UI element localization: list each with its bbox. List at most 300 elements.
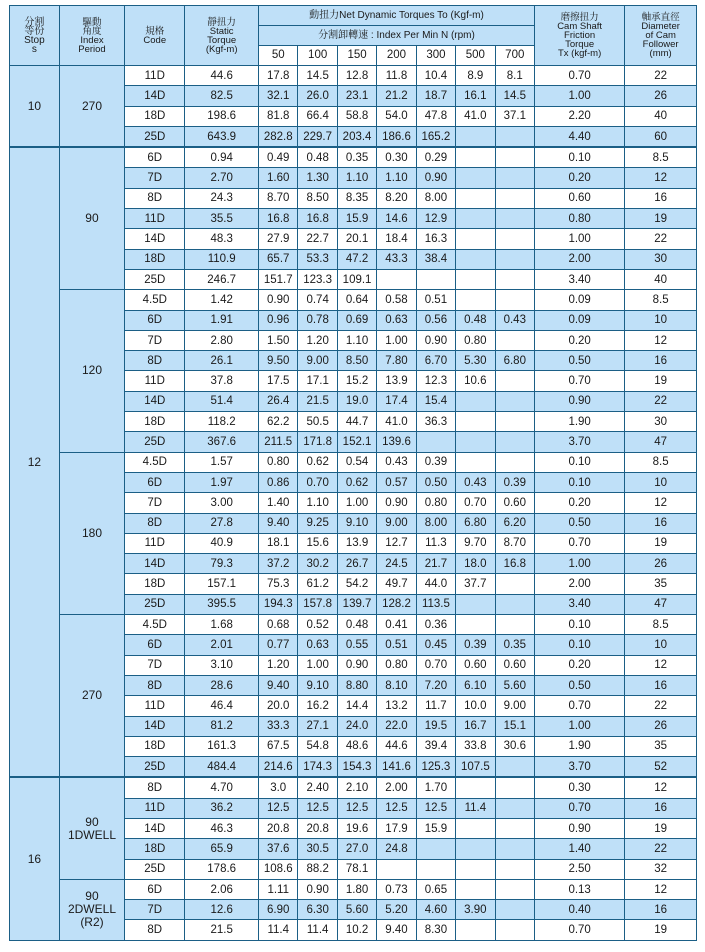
friction-torque-cell: 4.40 xyxy=(535,126,625,147)
dynamic-torque-cell: 9.10 xyxy=(337,513,376,533)
dynamic-torque-cell: 37.6 xyxy=(259,839,298,859)
dynamic-torque-cell: 12.7 xyxy=(377,533,416,553)
diameter-cell: 40 xyxy=(625,269,697,289)
header-static-torque xyxy=(185,6,259,66)
dynamic-torque-cell: 9.10 xyxy=(298,675,337,695)
dynamic-torque-cell: 4.60 xyxy=(416,900,455,920)
header-stops-line: Stop xyxy=(24,34,45,46)
header-code xyxy=(125,6,185,66)
header-friction-line: 磨擦扭力 xyxy=(560,12,599,23)
code-cell: 8D xyxy=(125,777,185,798)
static-torque-cell: 0.94 xyxy=(185,147,259,168)
header-stops-line: 等份 xyxy=(24,25,45,37)
dynamic-torque-cell: 8.70 xyxy=(495,533,534,553)
code-cell: 7D xyxy=(125,900,185,920)
dynamic-torque-cell xyxy=(456,818,495,838)
dynamic-torque-cell: 78.1 xyxy=(337,859,376,879)
dynamic-torque-cell xyxy=(416,839,455,859)
friction-torque-cell: 1.90 xyxy=(535,736,625,756)
dynamic-torque-cell: 186.6 xyxy=(377,126,416,147)
dynamic-torque-cell: 44.0 xyxy=(416,574,455,594)
header-index-line: Period xyxy=(78,43,106,55)
dynamic-torque-cell: 0.77 xyxy=(259,635,298,655)
static-torque-cell: 2.70 xyxy=(185,168,259,188)
friction-torque-cell: 0.10 xyxy=(535,472,625,492)
dynamic-torque-cell xyxy=(495,839,534,859)
code-cell: 7D xyxy=(125,655,185,675)
static-torque-cell: 82.5 xyxy=(185,86,259,106)
dynamic-torque-cell: 33.3 xyxy=(259,716,298,736)
dynamic-torque-cell: 88.2 xyxy=(298,859,337,879)
header-code-line: Code xyxy=(143,34,167,46)
header-rpm: 500 xyxy=(456,46,495,66)
dynamic-torque-cell xyxy=(456,839,495,859)
diameter-cell: 30 xyxy=(625,249,697,269)
code-cell: 11D xyxy=(125,371,185,391)
dynamic-torque-cell: 1.10 xyxy=(337,168,376,188)
static-torque-cell: 27.8 xyxy=(185,513,259,533)
dynamic-torque-cell: 5.30 xyxy=(456,351,495,371)
dynamic-torque-cell: 0.49 xyxy=(259,147,298,168)
dynamic-torque-cell: 0.90 xyxy=(377,493,416,513)
dynamic-torque-cell xyxy=(456,615,495,635)
header-rpm: 300 xyxy=(416,46,455,66)
static-torque-cell: 26.1 xyxy=(185,351,259,371)
code-cell: 11D xyxy=(125,209,185,229)
dynamic-torque-cell: 0.39 xyxy=(456,635,495,655)
code-cell: 8D xyxy=(125,675,185,695)
dynamic-torque-cell: 6.90 xyxy=(259,900,298,920)
dynamic-torque-cell: 8.35 xyxy=(337,188,376,208)
index-period-line: 90 xyxy=(85,889,99,904)
static-torque-cell: 2.80 xyxy=(185,330,259,350)
dynamic-torque-cell xyxy=(495,229,534,249)
dynamic-torque-cell: 0.36 xyxy=(416,615,455,635)
index-period-cell xyxy=(59,879,124,940)
dynamic-torque-cell: 282.8 xyxy=(259,126,298,147)
dynamic-torque-cell: 17.4 xyxy=(377,391,416,411)
code-cell: 18D xyxy=(125,736,185,756)
dynamic-torque-cell: 0.80 xyxy=(456,330,495,350)
static-torque-cell: 21.5 xyxy=(185,920,259,940)
dynamic-torque-cell xyxy=(495,818,534,838)
friction-torque-cell: 0.09 xyxy=(535,290,625,310)
dynamic-torque-cell: 18.1 xyxy=(259,533,298,553)
friction-torque-cell: 0.13 xyxy=(535,879,625,899)
friction-torque-cell: 0.20 xyxy=(535,330,625,350)
static-torque-cell: 35.5 xyxy=(185,209,259,229)
dynamic-torque-cell: 75.3 xyxy=(259,574,298,594)
header-index-speed: 分割卸轉速 : Index Per Min N (rpm) xyxy=(259,26,535,46)
dynamic-torque-cell: 123.3 xyxy=(298,269,337,289)
dynamic-torque-cell: 8.50 xyxy=(337,351,376,371)
friction-torque-cell: 1.00 xyxy=(535,86,625,106)
diameter-cell: 8.5 xyxy=(625,615,697,635)
dynamic-torque-cell: 0.55 xyxy=(337,635,376,655)
dynamic-torque-cell: 141.6 xyxy=(377,757,416,778)
dynamic-torque-cell: 214.6 xyxy=(259,757,298,778)
dynamic-torque-cell: 9.70 xyxy=(456,533,495,553)
diameter-cell: 16 xyxy=(625,351,697,371)
dynamic-torque-cell: 1.00 xyxy=(298,655,337,675)
header-diameter-line: of Cam xyxy=(645,30,676,41)
dynamic-torque-cell: 0.74 xyxy=(298,290,337,310)
dynamic-torque-cell: 2.00 xyxy=(377,777,416,798)
friction-torque-cell: 0.70 xyxy=(535,696,625,716)
dynamic-torque-cell: 16.3 xyxy=(416,229,455,249)
diameter-cell: 35 xyxy=(625,574,697,594)
dynamic-torque-cell: 0.43 xyxy=(495,310,534,330)
header-index-period xyxy=(59,6,124,66)
dynamic-torque-cell: 0.30 xyxy=(377,147,416,168)
dynamic-torque-cell: 165.2 xyxy=(416,126,455,147)
friction-torque-cell: 3.70 xyxy=(535,757,625,778)
dynamic-torque-cell: 24.0 xyxy=(337,716,376,736)
dynamic-torque-cell: 1.10 xyxy=(337,330,376,350)
dynamic-torque-cell: 194.3 xyxy=(259,594,298,614)
dynamic-torque-cell xyxy=(495,147,534,168)
friction-torque-cell: 0.70 xyxy=(535,371,625,391)
dynamic-torque-cell: 8.20 xyxy=(377,188,416,208)
diameter-cell: 26 xyxy=(625,554,697,574)
dynamic-torque-cell xyxy=(495,391,534,411)
dynamic-torque-cell xyxy=(495,432,534,452)
dynamic-torque-cell: 0.58 xyxy=(377,290,416,310)
dynamic-torque-cell: 44.6 xyxy=(377,736,416,756)
diameter-cell: 52 xyxy=(625,757,697,778)
diameter-cell: 40 xyxy=(625,106,697,126)
friction-torque-cell: 1.90 xyxy=(535,412,625,432)
dynamic-torque-cell: 12.8 xyxy=(337,66,376,86)
dynamic-torque-cell: 17.1 xyxy=(298,371,337,391)
static-torque-cell: 367.6 xyxy=(185,432,259,452)
code-cell: 14D xyxy=(125,554,185,574)
diameter-cell: 19 xyxy=(625,920,697,940)
dynamic-torque-cell: 16.2 xyxy=(298,696,337,716)
static-torque-cell: 110.9 xyxy=(185,249,259,269)
dynamic-torque-cell: 1.00 xyxy=(337,493,376,513)
friction-torque-cell: 0.20 xyxy=(535,655,625,675)
dynamic-torque-cell: 10.0 xyxy=(456,696,495,716)
dynamic-torque-cell: 9.00 xyxy=(298,351,337,371)
dynamic-torque-cell xyxy=(495,269,534,289)
diameter-cell: 60 xyxy=(625,126,697,147)
index-period-line: 270 xyxy=(81,98,102,113)
dynamic-torque-cell: 1.30 xyxy=(298,168,337,188)
code-cell: 11D xyxy=(125,533,185,553)
dynamic-torque-cell xyxy=(416,859,455,879)
static-torque-cell: 2.01 xyxy=(185,635,259,655)
dynamic-torque-cell: 12.5 xyxy=(298,798,337,818)
diameter-cell: 8.5 xyxy=(625,290,697,310)
diameter-cell: 10 xyxy=(625,310,697,330)
dynamic-torque-cell: 6.70 xyxy=(416,351,455,371)
dynamic-torque-cell: 1.50 xyxy=(259,330,298,350)
friction-torque-cell: 0.20 xyxy=(535,493,625,513)
static-torque-cell: 1.68 xyxy=(185,615,259,635)
dynamic-torque-cell: 22.0 xyxy=(377,716,416,736)
dynamic-torque-cell: 8.9 xyxy=(456,66,495,86)
friction-torque-cell: 0.09 xyxy=(535,310,625,330)
dynamic-torque-cell: 50.5 xyxy=(298,412,337,432)
header-friction-torque xyxy=(535,6,625,66)
dynamic-torque-cell: 0.64 xyxy=(337,290,376,310)
stops-group-cell: 10 xyxy=(10,66,60,148)
dynamic-torque-cell: 0.70 xyxy=(456,493,495,513)
code-cell: 4.5D xyxy=(125,452,185,472)
dynamic-torque-cell: 0.50 xyxy=(416,472,455,492)
dynamic-torque-cell xyxy=(495,126,534,147)
code-cell: 18D xyxy=(125,412,185,432)
header-static-line: Torque xyxy=(207,34,237,46)
dynamic-torque-cell: 27.1 xyxy=(298,716,337,736)
dynamic-torque-cell: 10.4 xyxy=(416,66,455,86)
stops-group-cell: 12 xyxy=(10,147,60,777)
diameter-cell: 8.5 xyxy=(625,452,697,472)
dynamic-torque-cell: 6.30 xyxy=(298,900,337,920)
code-cell: 8D xyxy=(125,920,185,940)
code-cell: 8D xyxy=(125,513,185,533)
code-cell: 14D xyxy=(125,86,185,106)
code-cell: 25D xyxy=(125,594,185,614)
table-row xyxy=(10,879,697,899)
header-dynamic-torque: 動扭力Net Dynamic Torques To (Kgf-m) xyxy=(259,6,535,26)
table-row xyxy=(10,452,697,472)
dynamic-torque-cell: 33.8 xyxy=(456,736,495,756)
dynamic-torque-cell: 109.1 xyxy=(337,269,376,289)
dynamic-torque-cell xyxy=(456,920,495,940)
dynamic-torque-cell: 10.2 xyxy=(337,920,376,940)
header-rpm: 50 xyxy=(259,46,298,66)
dynamic-torque-cell: 9.00 xyxy=(495,696,534,716)
dynamic-torque-cell: 0.62 xyxy=(337,472,376,492)
dynamic-torque-cell: 8.00 xyxy=(416,188,455,208)
dynamic-torque-cell: 19.5 xyxy=(416,716,455,736)
dynamic-torque-cell: 13.9 xyxy=(377,371,416,391)
code-cell: 18D xyxy=(125,249,185,269)
dynamic-torque-cell xyxy=(456,432,495,452)
dynamic-torque-cell: 0.56 xyxy=(416,310,455,330)
dynamic-torque-cell: 30.6 xyxy=(495,736,534,756)
dynamic-torque-cell xyxy=(456,269,495,289)
friction-torque-cell: 0.70 xyxy=(535,533,625,553)
dynamic-torque-cell: 0.68 xyxy=(259,615,298,635)
code-cell: 4.5D xyxy=(125,615,185,635)
dynamic-torque-cell: 30.5 xyxy=(298,839,337,859)
diameter-cell: 10 xyxy=(625,472,697,492)
diameter-cell: 35 xyxy=(625,736,697,756)
diameter-cell: 16 xyxy=(625,900,697,920)
header-index-line: 驅動 xyxy=(82,16,102,28)
dynamic-torque-cell: 48.6 xyxy=(337,736,376,756)
dynamic-torque-cell: 19.0 xyxy=(337,391,376,411)
table-body xyxy=(10,66,697,941)
dynamic-torque-cell: 0.35 xyxy=(337,147,376,168)
dynamic-torque-cell: 0.90 xyxy=(416,330,455,350)
code-cell: 25D xyxy=(125,757,185,778)
dynamic-torque-cell: 38.4 xyxy=(416,249,455,269)
header-code-line: 規格 xyxy=(145,25,165,37)
dynamic-torque-cell xyxy=(495,574,534,594)
diameter-cell: 47 xyxy=(625,432,697,452)
static-torque-cell: 2.06 xyxy=(185,879,259,899)
dynamic-torque-cell: 9.40 xyxy=(259,513,298,533)
code-cell: 6D xyxy=(125,635,185,655)
table-row xyxy=(10,147,697,168)
friction-torque-cell: 2.00 xyxy=(535,574,625,594)
dynamic-torque-cell xyxy=(416,432,455,452)
diameter-cell: 22 xyxy=(625,696,697,716)
dynamic-torque-cell: 3.90 xyxy=(456,900,495,920)
static-torque-cell: 81.2 xyxy=(185,716,259,736)
friction-torque-cell: 0.70 xyxy=(535,798,625,818)
dynamic-torque-cell xyxy=(495,249,534,269)
header-rpm: 150 xyxy=(337,46,376,66)
dynamic-torque-cell xyxy=(456,859,495,879)
dynamic-torque-cell: 15.4 xyxy=(416,391,455,411)
static-torque-cell: 44.6 xyxy=(185,66,259,86)
dynamic-torque-cell: 0.41 xyxy=(377,615,416,635)
diameter-cell: 12 xyxy=(625,168,697,188)
dynamic-torque-cell: 11.8 xyxy=(377,66,416,86)
dynamic-torque-cell: 9.50 xyxy=(259,351,298,371)
code-cell: 6D xyxy=(125,879,185,899)
static-torque-cell: 12.6 xyxy=(185,900,259,920)
index-period-line: 120 xyxy=(81,363,102,378)
friction-torque-cell: 0.90 xyxy=(535,818,625,838)
dynamic-torque-cell xyxy=(456,290,495,310)
code-cell: 14D xyxy=(125,716,185,736)
dynamic-torque-cell: 151.7 xyxy=(259,269,298,289)
friction-torque-cell: 0.10 xyxy=(535,452,625,472)
dynamic-torque-cell: 0.80 xyxy=(259,452,298,472)
dynamic-torque-cell: 13.9 xyxy=(337,533,376,553)
dynamic-torque-cell: 21.5 xyxy=(298,391,337,411)
diameter-cell: 16 xyxy=(625,675,697,695)
dynamic-torque-cell: 0.43 xyxy=(377,452,416,472)
dynamic-torque-cell xyxy=(456,188,495,208)
index-period-cell xyxy=(59,777,124,879)
static-torque-cell: 51.4 xyxy=(185,391,259,411)
code-cell: 25D xyxy=(125,432,185,452)
dynamic-torque-cell: 139.6 xyxy=(377,432,416,452)
dynamic-torque-cell: 8.50 xyxy=(298,188,337,208)
dynamic-torque-cell: 53.3 xyxy=(298,249,337,269)
dynamic-torque-cell: 54.2 xyxy=(337,574,376,594)
code-cell: 4.5D xyxy=(125,290,185,310)
friction-torque-cell: 0.40 xyxy=(535,900,625,920)
dynamic-torque-cell: 139.7 xyxy=(337,594,376,614)
dynamic-torque-cell: 17.5 xyxy=(259,371,298,391)
dynamic-torque-cell: 0.39 xyxy=(495,472,534,492)
code-cell: 11D xyxy=(125,798,185,818)
dynamic-torque-cell: 2.10 xyxy=(337,777,376,798)
dynamic-torque-cell: 0.51 xyxy=(377,635,416,655)
dynamic-torque-cell: 22.7 xyxy=(298,229,337,249)
dynamic-torque-cell xyxy=(495,798,534,818)
dynamic-torque-cell xyxy=(495,879,534,899)
static-torque-cell: 48.3 xyxy=(185,229,259,249)
header-index-line: 角度 xyxy=(82,25,102,37)
dynamic-torque-cell xyxy=(495,371,534,391)
diameter-cell: 22 xyxy=(625,66,697,86)
dynamic-torque-cell: 1.60 xyxy=(259,168,298,188)
dynamic-torque-cell: 0.39 xyxy=(416,452,455,472)
code-cell: 7D xyxy=(125,168,185,188)
header-static-line: (Kgf-m) xyxy=(205,43,238,55)
header-friction-line: Cam Shaft xyxy=(557,21,603,32)
static-torque-cell: 178.6 xyxy=(185,859,259,879)
dynamic-torque-cell xyxy=(495,209,534,229)
diameter-cell: 19 xyxy=(625,209,697,229)
dynamic-torque-cell: 113.5 xyxy=(416,594,455,614)
dynamic-torque-cell: 37.7 xyxy=(456,574,495,594)
dynamic-torque-cell: 0.86 xyxy=(259,472,298,492)
dynamic-torque-cell: 0.60 xyxy=(456,655,495,675)
dynamic-torque-cell: 26.4 xyxy=(259,391,298,411)
friction-torque-cell: 1.40 xyxy=(535,839,625,859)
diameter-cell: 8.5 xyxy=(625,147,697,168)
dynamic-torque-cell: 15.1 xyxy=(495,716,534,736)
dynamic-torque-cell: 11.4 xyxy=(298,920,337,940)
dynamic-torque-cell: 211.5 xyxy=(259,432,298,452)
static-torque-cell: 36.2 xyxy=(185,798,259,818)
static-torque-cell: 484.4 xyxy=(185,757,259,778)
header-rpm: 700 xyxy=(495,46,534,66)
dynamic-torque-cell: 11.3 xyxy=(416,533,455,553)
code-cell: 14D xyxy=(125,818,185,838)
code-cell: 6D xyxy=(125,472,185,492)
dynamic-torque-cell: 0.70 xyxy=(416,655,455,675)
dynamic-torque-cell: 1.80 xyxy=(337,879,376,899)
code-cell: 18D xyxy=(125,106,185,126)
dynamic-torque-cell: 0.65 xyxy=(416,879,455,899)
static-torque-cell: 4.70 xyxy=(185,777,259,798)
dynamic-torque-cell: 54.8 xyxy=(298,736,337,756)
dynamic-torque-cell: 20.0 xyxy=(259,696,298,716)
index-period-cell xyxy=(59,615,124,778)
friction-torque-cell: 2.50 xyxy=(535,859,625,879)
dynamic-torque-cell xyxy=(416,269,455,289)
dynamic-torque-cell: 8.00 xyxy=(416,513,455,533)
static-torque-cell: 198.6 xyxy=(185,106,259,126)
friction-torque-cell: 0.20 xyxy=(535,168,625,188)
diameter-cell: 16 xyxy=(625,798,697,818)
dynamic-torque-cell: 1.10 xyxy=(298,493,337,513)
code-cell: 8D xyxy=(125,351,185,371)
dynamic-torque-cell: 1.40 xyxy=(259,493,298,513)
dynamic-torque-cell xyxy=(456,147,495,168)
dynamic-torque-cell: 37.2 xyxy=(259,554,298,574)
code-cell: 6D xyxy=(125,147,185,168)
dynamic-torque-cell: 0.29 xyxy=(416,147,455,168)
dynamic-torque-cell: 13.2 xyxy=(377,696,416,716)
dynamic-torque-cell: 27.9 xyxy=(259,229,298,249)
dynamic-torque-cell: 5.60 xyxy=(495,675,534,695)
dynamic-torque-cell: 6.80 xyxy=(456,513,495,533)
friction-torque-cell: 0.60 xyxy=(535,188,625,208)
dynamic-torque-cell: 7.20 xyxy=(416,675,455,695)
diameter-cell: 12 xyxy=(625,777,697,798)
friction-torque-cell: 0.80 xyxy=(535,209,625,229)
diameter-cell: 12 xyxy=(625,655,697,675)
dynamic-torque-cell: 1.20 xyxy=(298,330,337,350)
index-period-cell xyxy=(59,452,124,614)
static-torque-cell: 79.3 xyxy=(185,554,259,574)
static-torque-cell: 1.91 xyxy=(185,310,259,330)
static-torque-cell: 3.10 xyxy=(185,655,259,675)
dynamic-torque-cell: 20.8 xyxy=(298,818,337,838)
